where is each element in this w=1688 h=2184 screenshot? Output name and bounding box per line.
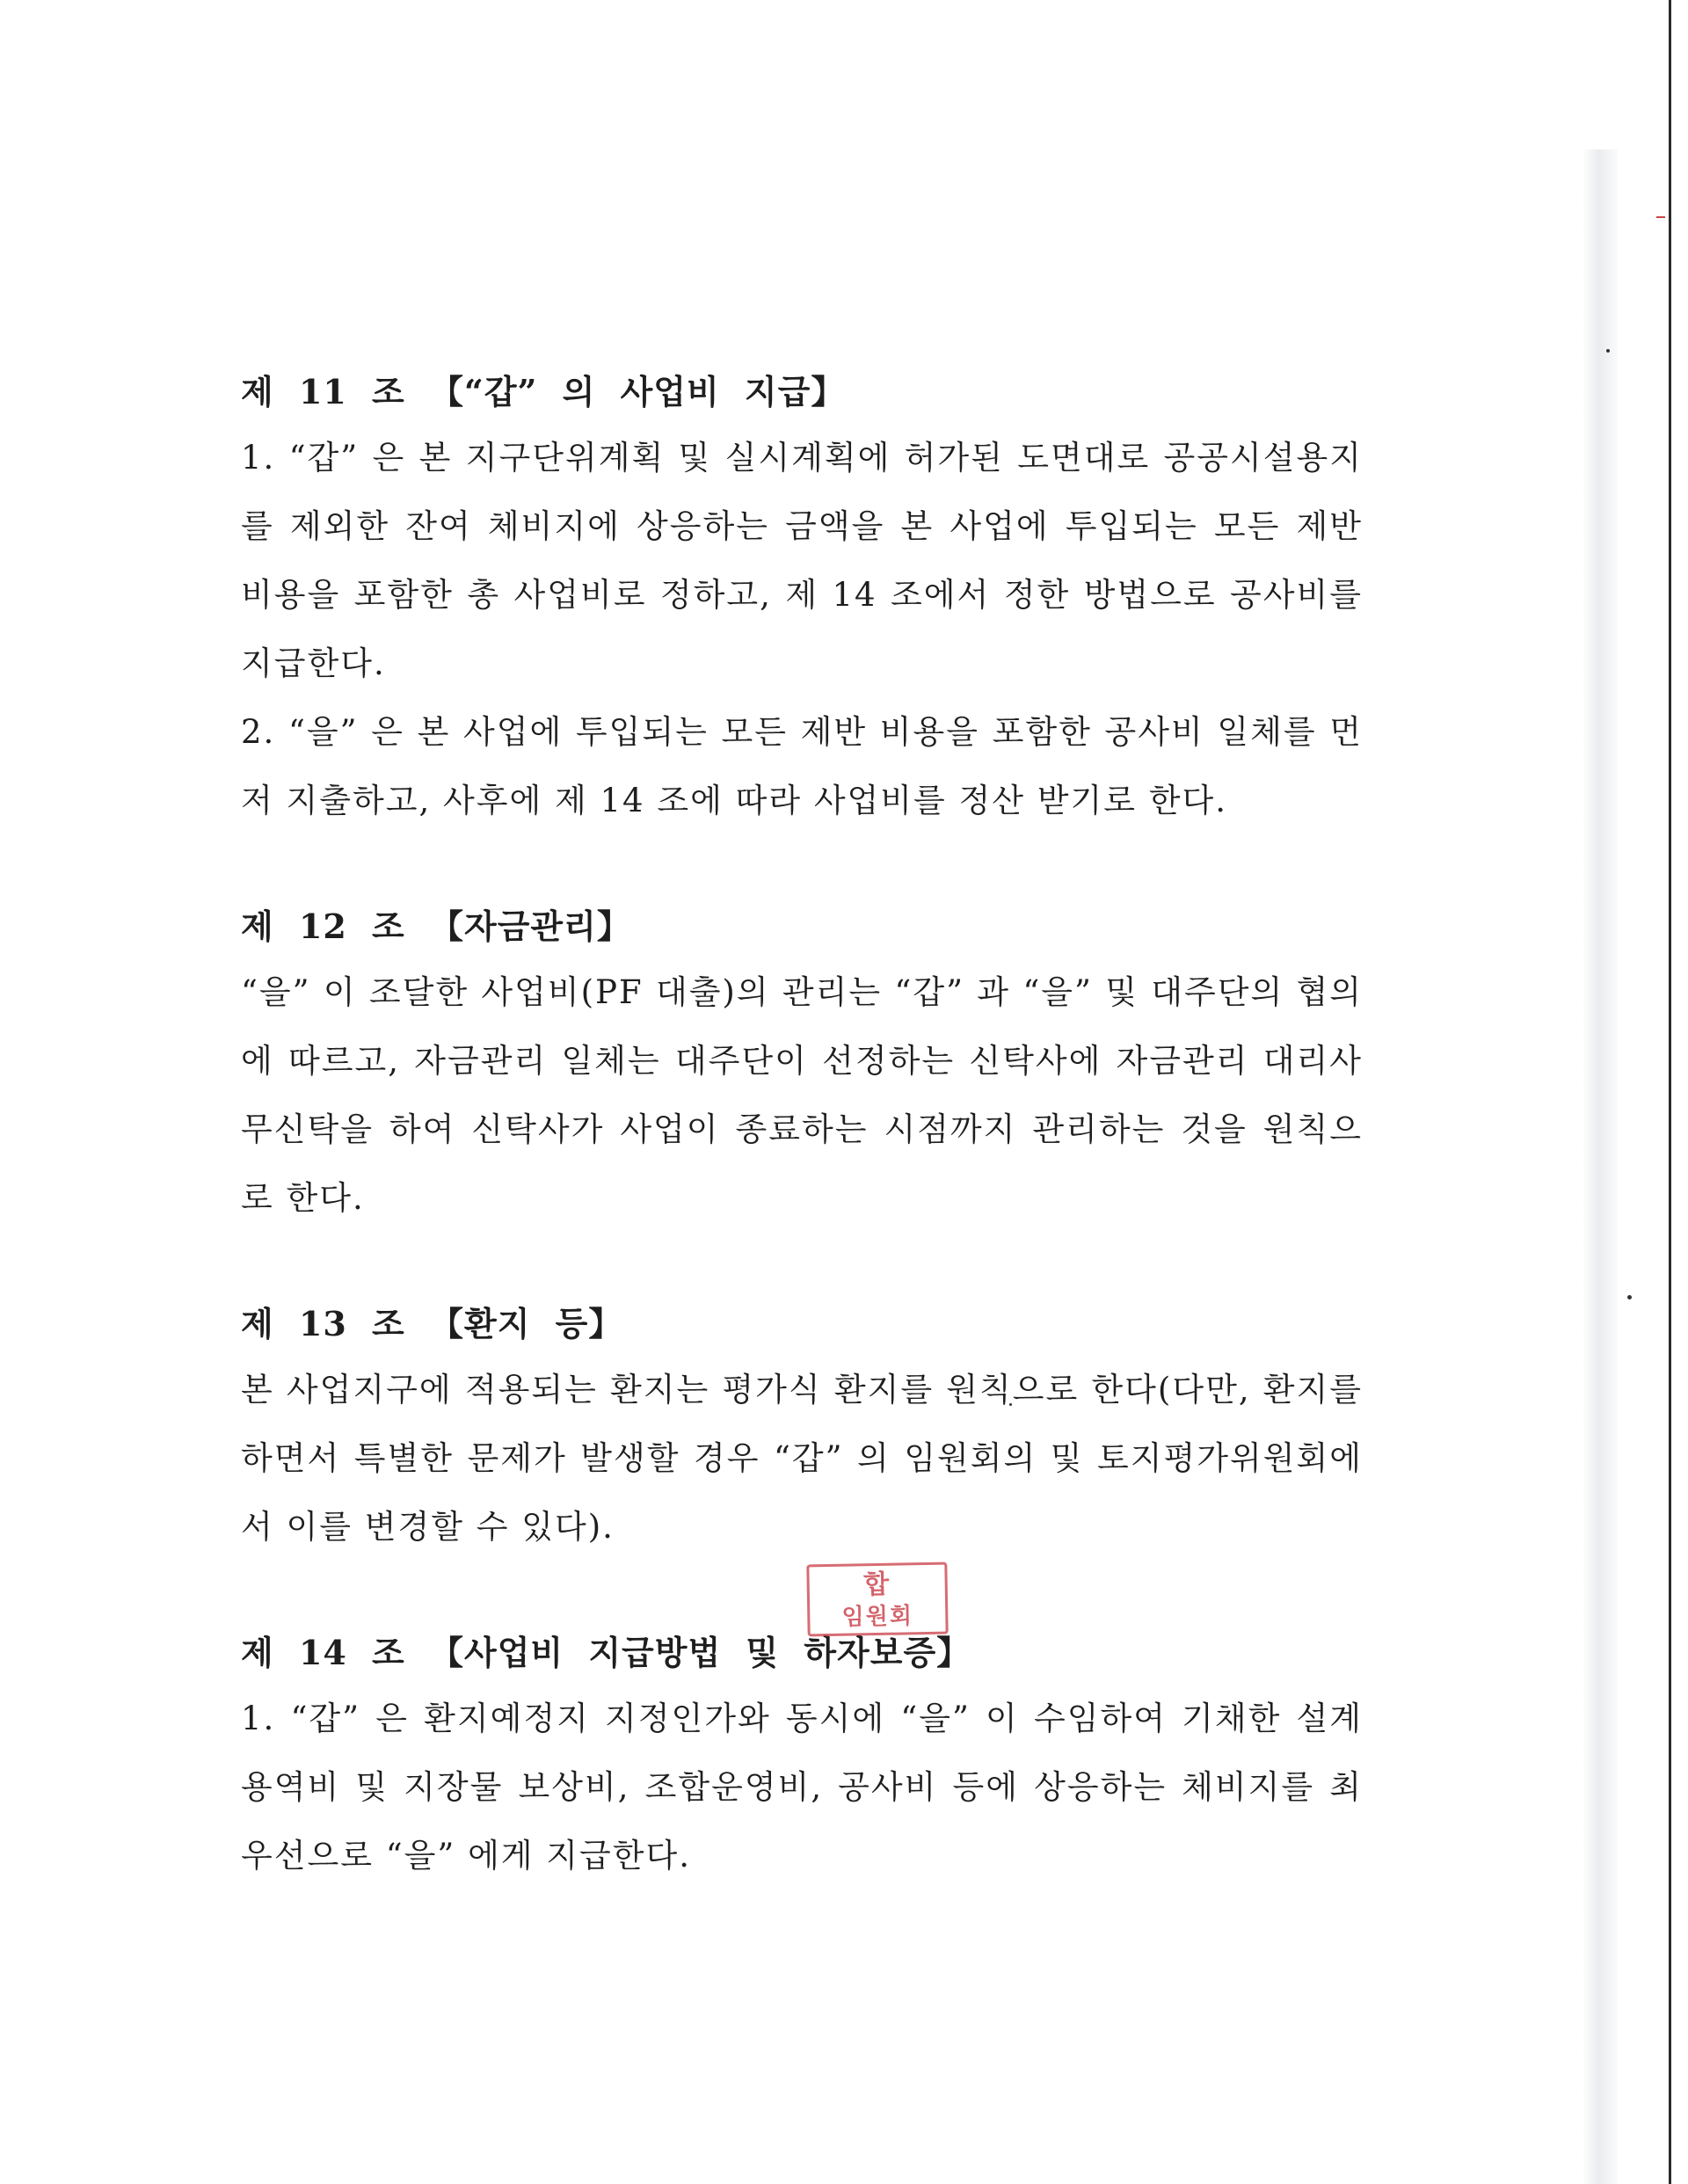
article-paragraph: 본 사업지구에 적용되는 환지는 평가식 환지를 원칙으로 한다(다만, 환지를 하면서 특별한 문제가 발생할 경우 “갑” 의 임원회의 및 토지평가위원회에서 이를 변경할 수 있다). — [241, 1371, 1363, 1546]
scan-shadow — [1582, 149, 1618, 2184]
stamp-line-2: 임원회 — [841, 1603, 914, 1631]
seal-stamp — [806, 1562, 948, 1637]
scan-edge — [1669, 0, 1671, 2184]
article-12 — [241, 895, 1363, 1233]
article-paragraph: 1. “갑” 은 환지예정지 지정인가와 동시에 “을” 이 수임하여 기채한 설계용역비 및 지장물 보상비, 조합운영비, 공사비 등에 상응하는 체비지를 최우선으로 “을” 에게 지급한다. — [241, 1700, 1363, 1875]
scan-speck — [1606, 349, 1610, 353]
article-paragraph: “을” 이 조달한 사업비(PF 대출)의 관리는 “갑” 과 “을” 및 대주단의 협의에 따르고, 자금관리 일체는 대주단이 선정하는 신탁사에 자금관리 대리사무신탁을 하여 신탁사가 사업이 종료하는 시점까지 관리하는 것을 원칙으로 한다. — [241, 973, 1363, 1217]
article-13 — [241, 1292, 1363, 1562]
document-body — [241, 360, 1363, 1950]
scan-speck — [1627, 1295, 1632, 1299]
article-heading: 제 12 조 【자금관리】 — [241, 906, 631, 946]
article-paragraph: 2. “을” 은 본 사업에 투입되는 모든 제반 비용을 포함한 공사비 일체를 먼저 지출하고, 사후에 제 14 조에 따라 사업비를 정산 받기로 한다. — [241, 713, 1363, 819]
scan-mark — [1656, 216, 1665, 218]
article-paragraph: 1. “갑” 은 본 지구단위계획 및 실시계획에 허가된 도면대로 공공시설용지를 제외한 잔여 체비지에 상응하는 금액을 본 사업에 투입되는 모든 제반 비용을 포함한 총 사업비로 정하고, 제 14 조에서 정한 방법으로 공사비를 지급한다. — [241, 439, 1363, 682]
stamp-line-1: 합 — [862, 1569, 891, 1601]
article-heading: 제 14 조 【사업비 지급방법 및 하자보증】 — [241, 1633, 971, 1672]
article-11 — [241, 360, 1363, 835]
article-14 — [241, 1621, 1363, 1890]
article-heading: 제 13 조 【환지 등】 — [241, 1304, 623, 1343]
article-heading: 제 11 조 【“갑” 의 사업비 지급】 — [241, 372, 846, 411]
